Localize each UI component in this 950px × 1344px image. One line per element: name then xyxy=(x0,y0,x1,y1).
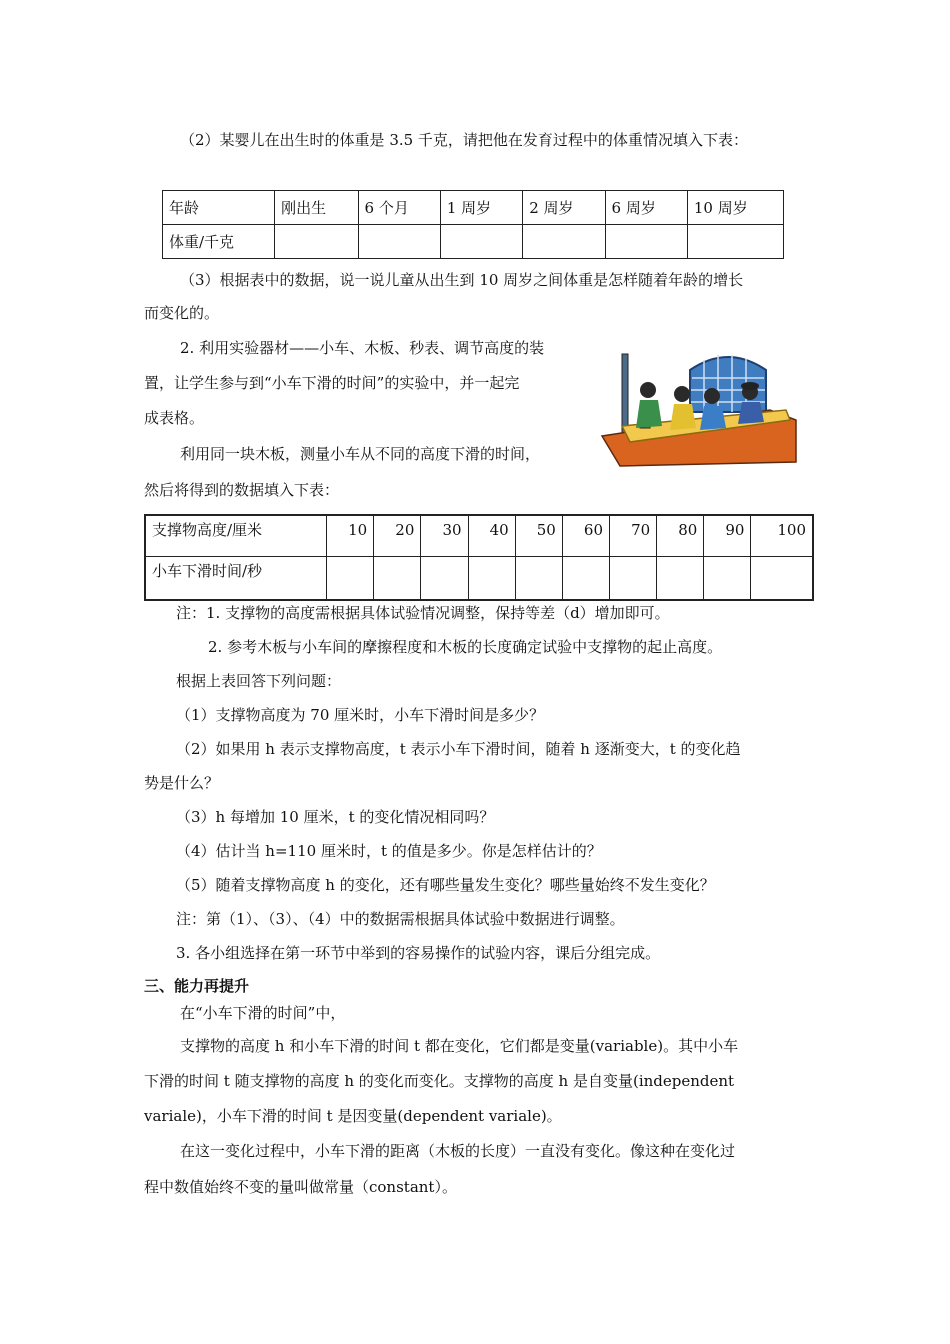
table-cell: 10 周岁 xyxy=(687,191,783,225)
blank-cell xyxy=(275,225,358,259)
slide-time-table xyxy=(144,514,814,601)
question: 势是什么？ xyxy=(144,774,220,792)
ex2-line: 2. 利用实验器材——小车、木板、秒表、调节高度的装 xyxy=(180,339,545,357)
table-cell: 90 xyxy=(704,515,751,557)
section-title: 三、能力再提升 xyxy=(144,977,250,995)
table-cell: 100 xyxy=(751,515,813,557)
blank-cell xyxy=(704,557,751,601)
table-cell: 2 周岁 xyxy=(523,191,605,225)
question: （3）h 每增加 10 厘米，t 的变化情况相同吗？ xyxy=(176,808,495,826)
table-row xyxy=(163,225,784,259)
table-cell: 6 周岁 xyxy=(605,191,687,225)
table-cell: 50 xyxy=(515,515,562,557)
paragraph-line: 在“小车下滑的时间”中， xyxy=(180,1004,346,1022)
table-cell: 40 xyxy=(468,515,515,557)
ex2-line: 置，让学生参与到“小车下滑的时间”的实验中，并一起完 xyxy=(144,374,520,392)
exercise-3: 3. 各小组选择在第一环节中举到的容易操作的试验内容，课后分组完成。 xyxy=(176,944,661,962)
blank-cell xyxy=(610,557,657,601)
blank-cell xyxy=(440,225,522,259)
table-cell: 20 xyxy=(374,515,421,557)
table-cell: 刚出生 xyxy=(275,191,358,225)
blank-cell xyxy=(374,557,421,601)
paragraph-line: 在这一变化过程中，小车下滑的距离（木板的长度）一直没有变化。像这种在变化过 xyxy=(180,1142,736,1160)
table-cell: 1 周岁 xyxy=(440,191,522,225)
table-row xyxy=(163,191,784,225)
note: 注：1. 支撑物的高度需根据具体试验情况调整，保持等差（d）增加即可。 xyxy=(176,604,670,622)
ex2-line: 成表格。 xyxy=(144,409,205,427)
table-cell: 70 xyxy=(610,515,657,557)
blank-cell xyxy=(327,557,374,601)
table-cell: 30 xyxy=(421,515,468,557)
ex2-line: 然后将得到的数据填入下表： xyxy=(144,481,340,499)
paragraph-line: 程中数值始终不变的量叫做常量（constant）。 xyxy=(144,1178,457,1196)
table-cell: 60 xyxy=(562,515,609,557)
paragraph-line: 支撑物的高度 h 和小车下滑的时间 t 都在变化，它们都是变量(variable)。其中小车 xyxy=(180,1037,739,1055)
table-cell: 小车下滑时间/秒 xyxy=(145,557,327,601)
table-cell: 80 xyxy=(657,515,704,557)
weight-table xyxy=(162,190,784,259)
experiment-illustration xyxy=(600,350,798,468)
table-row xyxy=(145,557,813,601)
question: （4）估计当 h=110 厘米时，t 的值是多少。你是怎样估计的？ xyxy=(176,842,602,860)
ex2-line: 利用同一块木板，测量小车从不同的高度下滑的时间， xyxy=(180,445,541,463)
note: 注：第（1）、（3）、（4）中的数据需根据具体试验中数据进行调整。 xyxy=(176,910,625,928)
question: （1）支撑物高度为 70 厘米时，小车下滑时间是多少？ xyxy=(176,706,545,724)
table-cell: 年龄 xyxy=(163,191,275,225)
q3-line: 而变化的。 xyxy=(144,304,220,322)
blank-cell xyxy=(657,557,704,601)
table-cell: 支撑物高度/厘米 xyxy=(145,515,327,557)
question: （5）随着支撑物高度 h 的变化，还有哪些量发生变化？哪些量始终不发生变化？ xyxy=(176,876,715,894)
blank-cell xyxy=(515,557,562,601)
blank-cell xyxy=(358,225,440,259)
q2-intro: （2）某婴儿在出生时的体重是 3.5 千克，请把他在发育过程中的体重情况填入下表： xyxy=(180,131,748,149)
paragraph-line: variale)，小车下滑的时间 t 是因变量(dependent variale)。 xyxy=(144,1107,562,1125)
blank-cell xyxy=(468,557,515,601)
blank-cell xyxy=(523,225,605,259)
blank-cell xyxy=(687,225,783,259)
table-cell: 体重/千克 xyxy=(163,225,275,259)
paragraph-line: 下滑的时间 t 随支撑物的高度 h 的变化而变化。支撑物的高度 h 是自变量(independent xyxy=(144,1072,735,1090)
table-row xyxy=(145,515,813,557)
question: （2）如果用 h 表示支撑物高度，t 表示小车下滑时间，随着 h 逐渐变大，t 的变化趋 xyxy=(176,740,741,758)
blank-cell xyxy=(605,225,687,259)
table-cell: 10 xyxy=(327,515,374,557)
blank-cell xyxy=(562,557,609,601)
blank-cell xyxy=(751,557,813,601)
answer-intro: 根据上表回答下列问题： xyxy=(176,672,342,690)
blank-cell xyxy=(421,557,468,601)
note: 2. 参考木板与小车间的摩擦程度和木板的长度确定试验中支撑物的起止高度。 xyxy=(208,638,723,656)
q3-line: （3）根据表中的数据，说一说儿童从出生到 10 周岁之间体重是怎样随着年龄的增长 xyxy=(180,271,744,289)
table-cell: 6 个月 xyxy=(358,191,440,225)
